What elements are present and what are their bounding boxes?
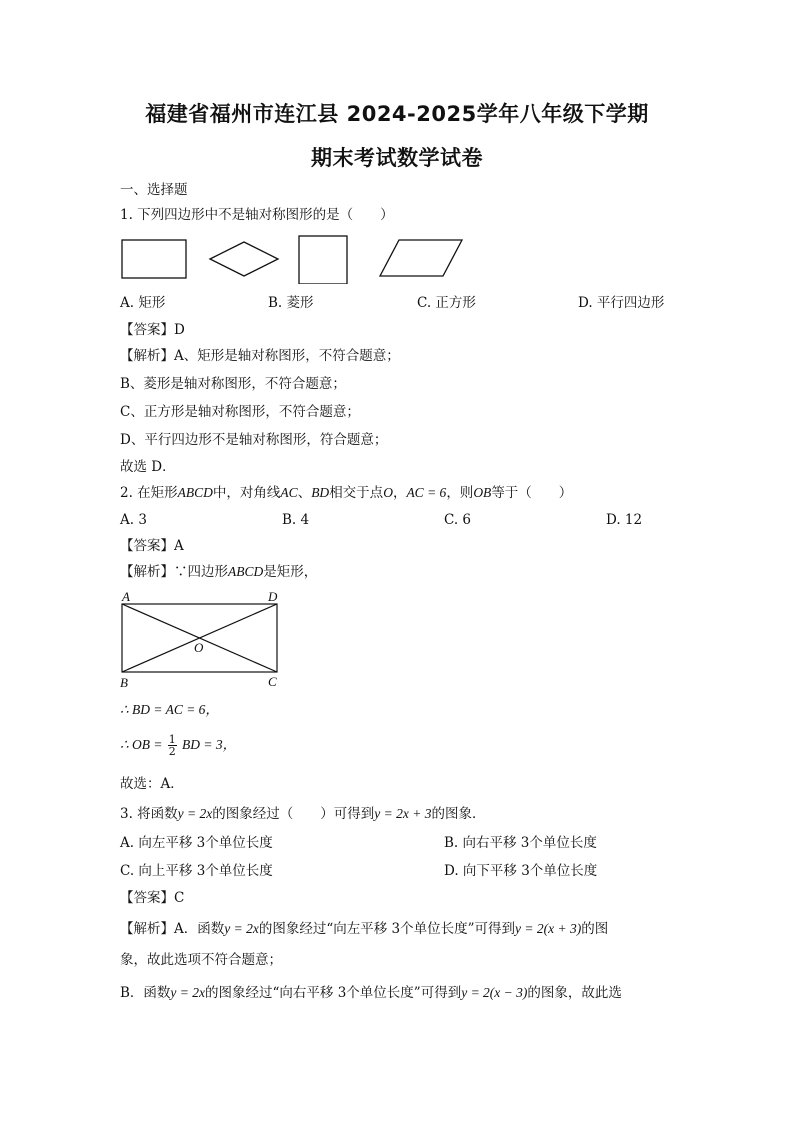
q2-stem-bd: BD (311, 485, 330, 500)
q2-stem-o: O (383, 485, 393, 500)
rectangle-shape (122, 240, 186, 278)
q3-option-a: A. 向左平移 3个单位长度 (120, 835, 273, 851)
q3-analysis-text: 的图象经过“向左平移 3个单位长度”可得到 (258, 921, 516, 937)
q3-stem (120, 805, 485, 823)
q2-analysis-text: 【解析】∵四边形 (120, 564, 228, 580)
q1-analysis-5: 故选 D． (120, 459, 176, 475)
q3-stem-text: 3. 将函数 (120, 806, 178, 822)
q1-analysis-1: 【解析】A、矩形是轴对称图形，不符合题意； (120, 348, 400, 364)
q2-analysis-text: 是矩形， (263, 564, 318, 580)
q3-answer: 【答案】C (120, 890, 185, 906)
q1-analysis-3: C、正方形是轴对称图形，不符合题意； (120, 404, 360, 420)
q3-stem-text: 的图象． (431, 806, 486, 822)
q2-stem (120, 484, 572, 502)
q2-step-2 (120, 734, 236, 757)
exam-title-line1: 福建省福州市连江县 2024-2025学年八年级下学期 (145, 102, 649, 126)
rhombus-shape (210, 242, 278, 276)
q1-stem: 1. 下列四边形中不是轴对称图形的是（ ） (120, 207, 394, 223)
vertex-label-b: B (120, 675, 128, 690)
center-label-o: O (194, 640, 204, 655)
q2-stem-text: ， (392, 485, 407, 501)
q3-analysis-eq: y = 2(x − 3) (461, 985, 528, 1000)
q3-stem-eq2: y = 2x + 3 (374, 806, 432, 821)
q2-stem-text: 等于（ ） (491, 485, 573, 501)
q1-answer: 【答案】D (120, 322, 185, 338)
q2-option-d: D. 12 (606, 512, 643, 528)
q2-step-1: ∴ BD = AC = 6， (120, 702, 219, 717)
q2-step2-left: ∴ OB = (120, 737, 163, 752)
q3-analysis-2: 象，故此选项不符合题意； (120, 952, 282, 968)
q1-option-b: B. 菱形 (268, 295, 314, 311)
q3-option-b: B. 向右平移 3个单位长度 (444, 835, 597, 851)
q2-stem-ac-eq: AC = 6 (406, 485, 447, 500)
q1-shapes-figure (118, 232, 468, 284)
q1-option-d: D. 平行四边形 (578, 295, 665, 311)
q1-option-a: A. 矩形 (120, 295, 166, 311)
parallelogram-shape (380, 240, 462, 276)
q3-analysis-3 (120, 984, 622, 1002)
exam-title-line2: 期末考试数学试卷 (311, 146, 483, 170)
q2-stem-ob: OB (473, 485, 492, 500)
q3-analysis-text: 的图象经过“向右平移 3个单位长度”可得到 (205, 985, 462, 1001)
q3-analysis-eq: y = 2(x + 3) (515, 921, 582, 936)
fraction-one-half (168, 734, 177, 757)
vertex-label-d: D (268, 589, 278, 604)
q3-analysis-1 (120, 920, 608, 938)
vertex-label-c: C (268, 674, 277, 689)
q3-analysis-eq: y = 2x (170, 985, 206, 1000)
q2-stem-ac: AC (280, 485, 298, 500)
q1-analysis-2: B、菱形是轴对称图形，不符合题意； (120, 376, 346, 392)
q2-conclusion: 故选：A． (120, 776, 184, 792)
q2-stem-text: 中，对角线 (212, 485, 281, 501)
q2-stem-text: 、 (297, 485, 312, 501)
vertex-label-a: A (122, 589, 130, 604)
section-heading: 一、选择题 (120, 182, 188, 198)
q3-option-c: C. 向上平移 3个单位长度 (120, 863, 273, 879)
q3-option-d: D. 向下平移 3个单位长度 (444, 863, 598, 879)
q3-analysis-text: 的图 (581, 921, 609, 937)
q2-analysis-abcd: ABCD (228, 564, 264, 579)
q2-stem-text: 相交于点 (329, 485, 384, 501)
q2-analysis-intro (120, 563, 317, 581)
q3-analysis-text: 【解析】A．函数 (120, 921, 225, 937)
q3-stem-eq1: y = 2x (177, 806, 213, 821)
q3-stem-text: 的图象经过（ ）可得到 (212, 806, 375, 822)
q1-analysis-4: D、平行四边形不是轴对称图形，符合题意； (120, 432, 388, 448)
q2-answer: 【答案】A (120, 538, 184, 554)
q2-stem-abcd: ABCD (177, 485, 213, 500)
q2-step2-right: BD = 3， (182, 737, 237, 752)
square-shape (299, 236, 347, 284)
q2-option-a: A. 3 (120, 512, 147, 528)
q3-analysis-eq: y = 2x (224, 921, 259, 936)
q2-stem-text: 2. 在矩形 (120, 485, 178, 501)
q2-stem-text: ，则 (446, 485, 474, 501)
q2-option-c: C. 6 (444, 512, 472, 528)
q1-option-c: C. 正方形 (417, 295, 476, 311)
rectangle-diagonals-figure (112, 588, 292, 692)
q3-analysis-text: 的图象，故此选 (527, 985, 622, 1001)
fraction-denominator: 2 (168, 745, 176, 758)
q3-analysis-text: B．函数 (120, 985, 171, 1001)
fraction-numerator: 1 (168, 733, 176, 746)
q2-option-b: B. 4 (282, 512, 310, 528)
